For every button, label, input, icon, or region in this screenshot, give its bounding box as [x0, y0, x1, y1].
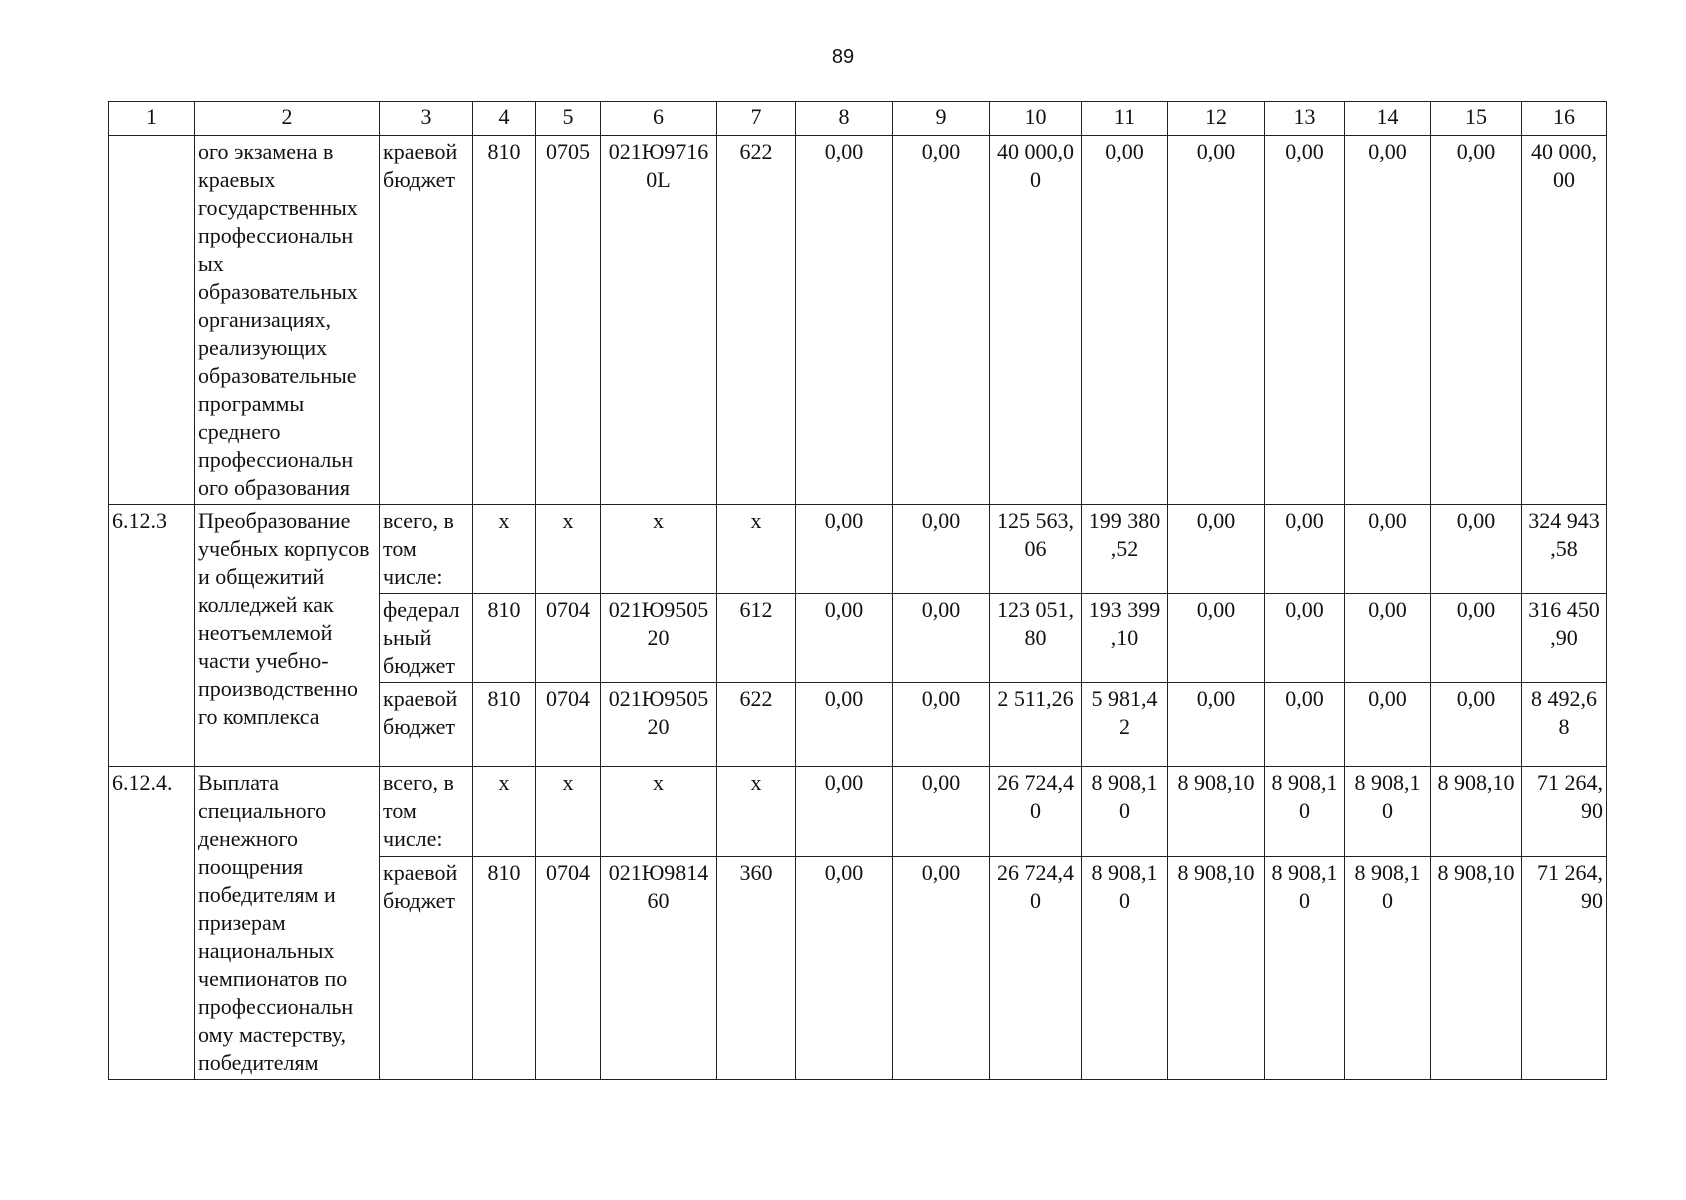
column-header: 1	[109, 102, 195, 136]
cell-col-9: 0,00	[893, 683, 990, 767]
column-header: 15	[1431, 102, 1522, 136]
cell-col-6: 021Ю9716 0L	[601, 136, 717, 505]
cell-col-10: 26 724,4 0	[990, 767, 1082, 857]
cell-col-5: х	[536, 767, 601, 857]
cell-col-7: х	[717, 767, 796, 857]
cell-col-10: 40 000,0 0	[990, 136, 1082, 505]
cell-col-14: 8 908,1 0	[1345, 856, 1431, 1079]
funding-source-cell: краевой бюджет	[380, 856, 473, 1079]
description-cell: Выплата специального денежного поощрения победителям и призерам национальных чемпионатов по профессиональн ому мастерству, победителям	[195, 767, 380, 1080]
column-header: 16	[1522, 102, 1607, 136]
cell-col-15: 0,00	[1431, 136, 1522, 505]
cell-col-4: х	[473, 767, 536, 857]
description-cell: ого экзамена в краевых государственных профессиональн ых образовательных организациях, реализующих образовательные программы среднего профессиональн ого образования	[195, 136, 380, 505]
cell-col-9: 0,00	[893, 856, 990, 1079]
cell-col-4: х	[473, 505, 536, 594]
column-header: 6	[601, 102, 717, 136]
column-header: 7	[717, 102, 796, 136]
cell-col-5: 0705	[536, 136, 601, 505]
cell-col-8: 0,00	[796, 136, 893, 505]
column-header: 11	[1082, 102, 1168, 136]
cell-col-10: 123 051, 80	[990, 594, 1082, 683]
cell-col-13: 0,00	[1265, 683, 1345, 767]
cell-col-10: 125 563, 06	[990, 505, 1082, 594]
cell-col-15: 0,00	[1431, 683, 1522, 767]
cell-col-16: 8 492,6 8	[1522, 683, 1607, 767]
cell-col-6: 021Ю9814 60	[601, 856, 717, 1079]
column-header: 4	[473, 102, 536, 136]
cell-col-7: 622	[717, 683, 796, 767]
cell-col-13: 0,00	[1265, 136, 1345, 505]
cell-col-8: 0,00	[796, 505, 893, 594]
cell-col-11: 8 908,1 0	[1082, 767, 1168, 857]
cell-col-6: х	[601, 767, 717, 857]
cell-col-13: 0,00	[1265, 594, 1345, 683]
cell-col-14: 0,00	[1345, 594, 1431, 683]
cell-col-7: 612	[717, 594, 796, 683]
cell-col-15: 8 908,10	[1431, 767, 1522, 857]
funding-source-cell: краевой бюджет	[380, 136, 473, 505]
cell-col-16: 71 264, 90	[1522, 767, 1607, 857]
row-number-cell	[109, 136, 195, 505]
column-header: 14	[1345, 102, 1431, 136]
cell-col-11: 5 981,4 2	[1082, 683, 1168, 767]
page-number: 89	[831, 46, 855, 68]
cell-col-14: 0,00	[1345, 505, 1431, 594]
column-header: 3	[380, 102, 473, 136]
column-header: 2	[195, 102, 380, 136]
cell-col-13: 0,00	[1265, 505, 1345, 594]
cell-col-16: 316 450 ,90	[1522, 594, 1607, 683]
cell-col-5: 0704	[536, 594, 601, 683]
budget-table	[108, 101, 1607, 1080]
funding-source-cell: всего, в том числе:	[380, 505, 473, 594]
cell-col-15: 0,00	[1431, 505, 1522, 594]
cell-col-7: х	[717, 505, 796, 594]
cell-col-11: 0,00	[1082, 136, 1168, 505]
cell-col-4: 810	[473, 136, 536, 505]
cell-col-16: 71 264, 90	[1522, 856, 1607, 1079]
cell-col-14: 0,00	[1345, 136, 1431, 505]
cell-col-8: 0,00	[796, 683, 893, 767]
cell-col-12: 8 908,10	[1168, 767, 1265, 857]
cell-col-5: х	[536, 505, 601, 594]
column-header: 13	[1265, 102, 1345, 136]
cell-col-13: 8 908,1 0	[1265, 767, 1345, 857]
cell-col-16: 324 943 ,58	[1522, 505, 1607, 594]
cell-col-7: 622	[717, 136, 796, 505]
cell-col-8: 0,00	[796, 856, 893, 1079]
cell-col-10: 26 724,4 0	[990, 856, 1082, 1079]
row-number-cell: 6.12.4.	[109, 767, 195, 1080]
cell-col-6: 021Ю9505 20	[601, 594, 717, 683]
cell-col-6: 021Ю9505 20	[601, 683, 717, 767]
cell-col-4: 810	[473, 594, 536, 683]
cell-col-10: 2 511,26	[990, 683, 1082, 767]
cell-col-7: 360	[717, 856, 796, 1079]
cell-col-5: 0704	[536, 856, 601, 1079]
cell-col-11: 193 399 ,10	[1082, 594, 1168, 683]
cell-col-15: 8 908,10	[1431, 856, 1522, 1079]
cell-col-9: 0,00	[893, 767, 990, 857]
cell-col-9: 0,00	[893, 136, 990, 505]
cell-col-16: 40 000, 00	[1522, 136, 1607, 505]
table-row	[109, 767, 1607, 857]
funding-source-cell: всего, в том числе:	[380, 767, 473, 857]
cell-col-9: 0,00	[893, 594, 990, 683]
description-cell: Преобразование учебных корпусов и общежитий колледжей как неотъемлемой части учебно- производственно го комплекса	[195, 505, 380, 767]
cell-col-14: 0,00	[1345, 683, 1431, 767]
cell-col-12: 0,00	[1168, 594, 1265, 683]
cell-col-4: 810	[473, 683, 536, 767]
cell-col-12: 0,00	[1168, 683, 1265, 767]
column-header: 10	[990, 102, 1082, 136]
column-header: 5	[536, 102, 601, 136]
table-row	[109, 505, 1607, 594]
cell-col-14: 8 908,1 0	[1345, 767, 1431, 857]
funding-source-cell: краевой бюджет	[380, 683, 473, 767]
table-row	[109, 136, 1607, 505]
cell-col-9: 0,00	[893, 505, 990, 594]
column-number-row	[109, 102, 1607, 136]
row-number-cell: 6.12.3	[109, 505, 195, 767]
cell-col-4: 810	[473, 856, 536, 1079]
cell-col-12: 8 908,10	[1168, 856, 1265, 1079]
cell-col-12: 0,00	[1168, 136, 1265, 505]
cell-col-13: 8 908,1 0	[1265, 856, 1345, 1079]
cell-col-6: х	[601, 505, 717, 594]
cell-col-12: 0,00	[1168, 505, 1265, 594]
cell-col-8: 0,00	[796, 594, 893, 683]
column-header: 8	[796, 102, 893, 136]
column-header: 12	[1168, 102, 1265, 136]
cell-col-8: 0,00	[796, 767, 893, 857]
funding-source-cell: федерал ьный бюджет	[380, 594, 473, 683]
cell-col-15: 0,00	[1431, 594, 1522, 683]
column-header: 9	[893, 102, 990, 136]
cell-col-5: 0704	[536, 683, 601, 767]
cell-col-11: 199 380 ,52	[1082, 505, 1168, 594]
cell-col-11: 8 908,1 0	[1082, 856, 1168, 1079]
